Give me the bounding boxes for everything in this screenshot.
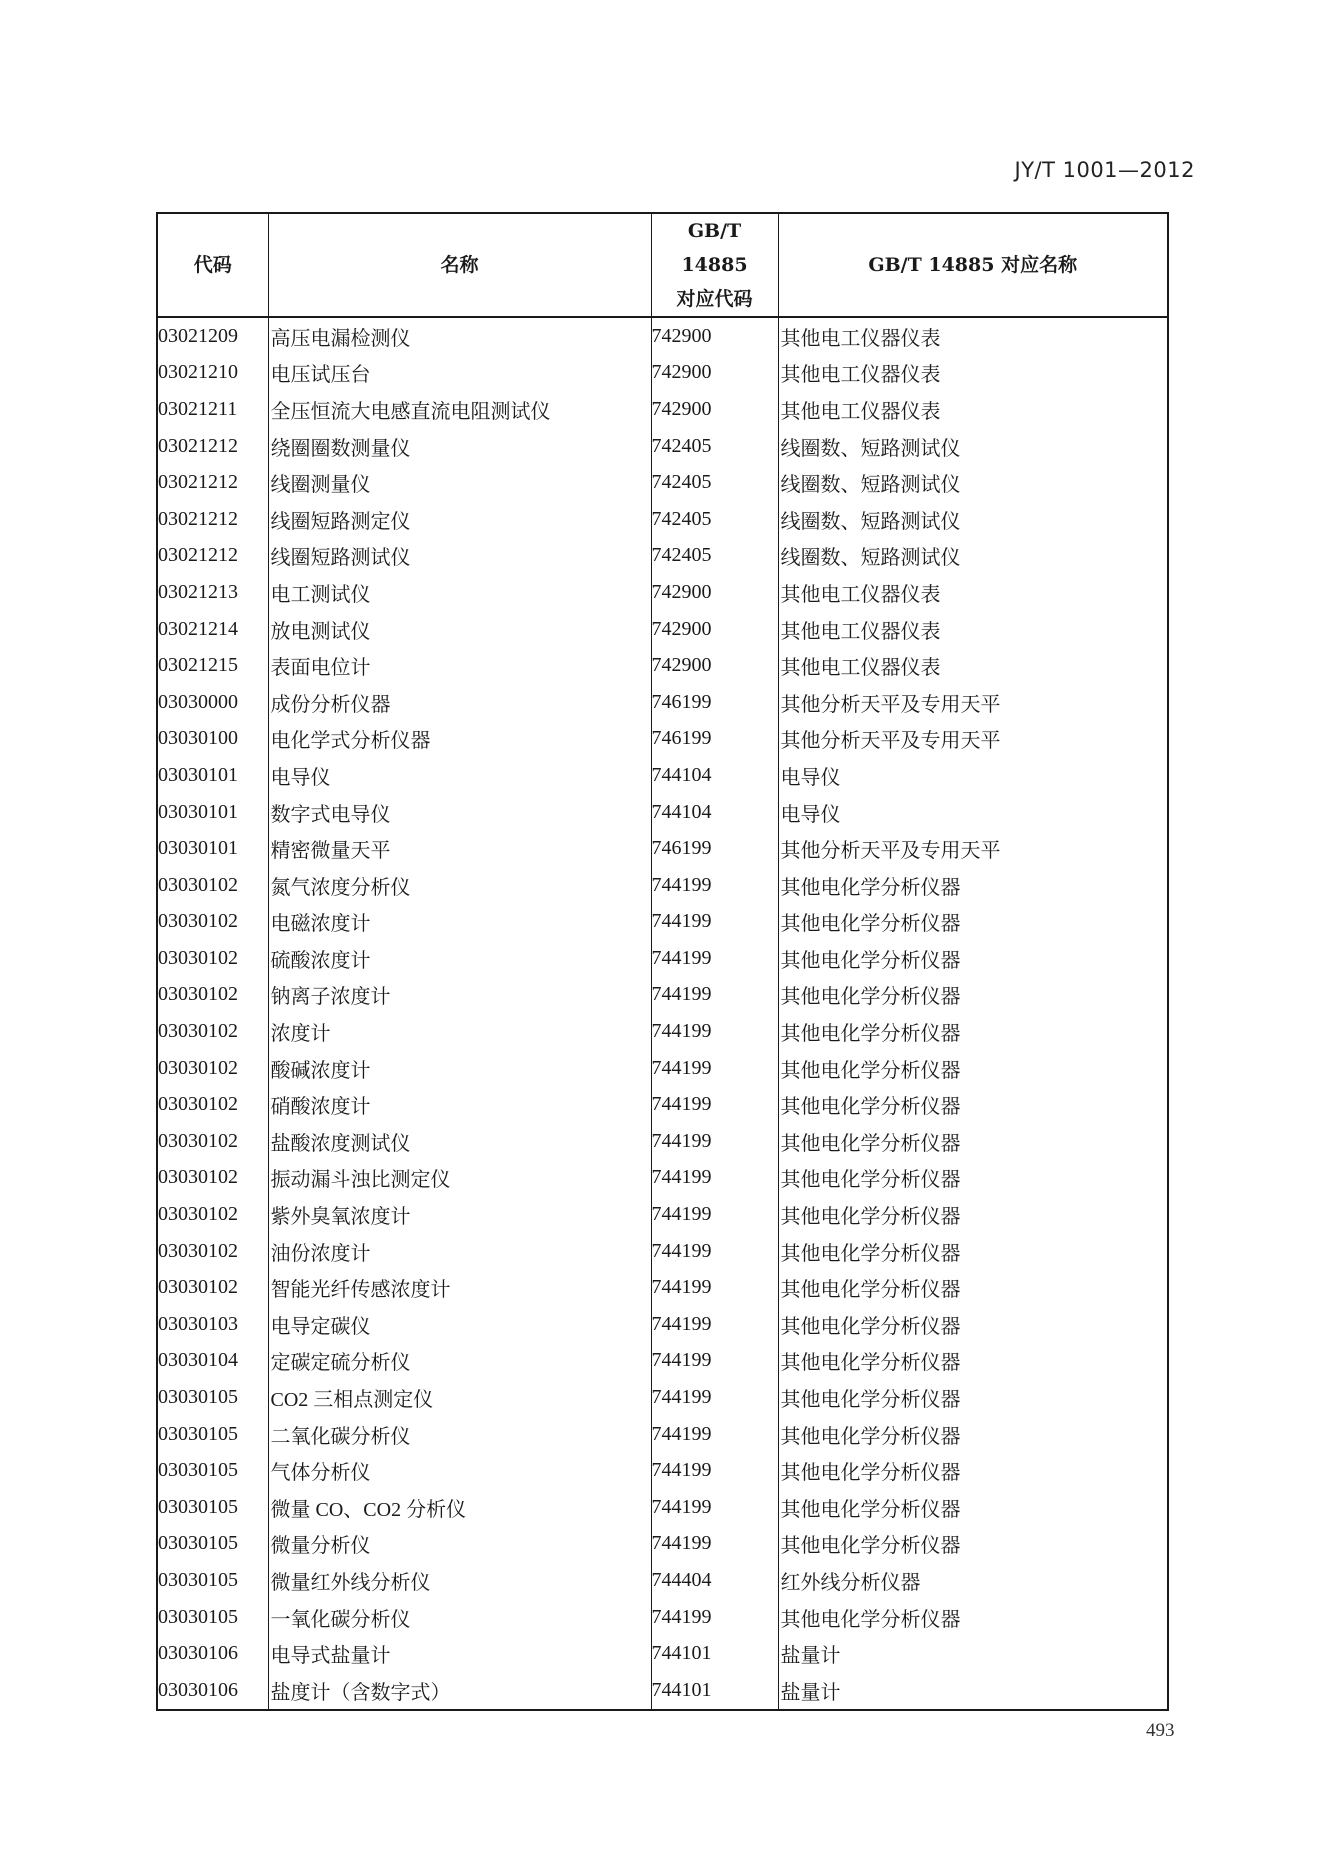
cell-gb-code: 742405 (651, 501, 778, 538)
cell-gb-name: 盐量计 (778, 1635, 1168, 1672)
cell-gb-code: 744199 (651, 1196, 778, 1233)
table-row (157, 830, 1168, 867)
cell-code: 03021212 (157, 538, 268, 575)
table-row (157, 1306, 1168, 1343)
cell-gb-code: 744101 (651, 1672, 778, 1710)
cell-gb-code: 742405 (651, 538, 778, 575)
cell-code: 03021213 (157, 574, 268, 611)
cell-gb-code: 744199 (651, 977, 778, 1014)
cell-code: 03021212 (157, 464, 268, 501)
table-row (157, 1196, 1168, 1233)
cell-code: 03021211 (157, 391, 268, 428)
cell-gb-name: 其他分析天平及专用天平 (778, 721, 1168, 758)
table-row (157, 1343, 1168, 1380)
cell-gb-name: 红外线分析仪器 (778, 1562, 1168, 1599)
cell-gb-code: 744199 (651, 1599, 778, 1636)
cell-code: 03030102 (157, 1013, 268, 1050)
cell-gb-name: 线圈数、短路测试仪 (778, 428, 1168, 465)
cell-gb-code: 744199 (651, 1343, 778, 1380)
cell-gb-name: 其他电化学分析仪器 (778, 1489, 1168, 1526)
cell-gb-name: 其他电化学分析仪器 (778, 1452, 1168, 1489)
cell-name: 酸碱浓度计 (268, 1050, 651, 1087)
cell-code: 03030105 (157, 1599, 268, 1636)
cell-code: 03030101 (157, 830, 268, 867)
cell-code: 03021210 (157, 355, 268, 392)
cell-gb-name: 其他电化学分析仪器 (778, 904, 1168, 941)
cell-gb-code: 744199 (651, 1489, 778, 1526)
cell-gb-code: 744199 (651, 1379, 778, 1416)
cell-name: 高压电漏检测仪 (268, 317, 651, 355)
cell-gb-code: 742405 (651, 464, 778, 501)
cell-gb-code: 744199 (651, 1306, 778, 1343)
cell-gb-name: 其他电化学分析仪器 (778, 1416, 1168, 1453)
standard-code-header: JY/T 1001—2012 (1014, 158, 1195, 182)
cell-name: 微量红外线分析仪 (268, 1562, 651, 1599)
cell-gb-code: 742900 (651, 355, 778, 392)
cell-gb-code: 744199 (651, 1050, 778, 1087)
table-row (157, 317, 1168, 355)
cell-name: 钠离子浓度计 (268, 977, 651, 1014)
cell-name: 二氧化碳分析仪 (268, 1416, 651, 1453)
cell-gb-name: 线圈数、短路测试仪 (778, 501, 1168, 538)
cell-code: 03030100 (157, 721, 268, 758)
cell-gb-name: 其他电化学分析仪器 (778, 940, 1168, 977)
cell-code: 03021214 (157, 611, 268, 648)
cell-name: 浓度计 (268, 1013, 651, 1050)
cell-gb-name: 线圈数、短路测试仪 (778, 538, 1168, 575)
header-gb-code-line1: GB/T 14885 (681, 220, 748, 276)
cell-gb-name: 电导仪 (778, 757, 1168, 794)
cell-gb-name: 其他电化学分析仪器 (778, 1196, 1168, 1233)
cell-name: 紫外臭氧浓度计 (268, 1196, 651, 1233)
table-body (157, 317, 1168, 1710)
cell-name: 电导仪 (268, 757, 651, 794)
cell-name: 电压试压台 (268, 355, 651, 392)
cell-code: 03030105 (157, 1379, 268, 1416)
cell-code: 03030102 (157, 1123, 268, 1160)
cell-code: 03021212 (157, 501, 268, 538)
cell-name: 电导式盐量计 (268, 1635, 651, 1672)
table-row (157, 574, 1168, 611)
cell-code: 03030102 (157, 904, 268, 941)
cell-name: 盐酸浓度测试仪 (268, 1123, 651, 1160)
table-row (157, 1086, 1168, 1123)
cell-name: 油份浓度计 (268, 1233, 651, 1270)
cell-name: 振动漏斗浊比测定仪 (268, 1160, 651, 1197)
cell-gb-name: 其他分析天平及专用天平 (778, 684, 1168, 721)
cell-code: 03030102 (157, 1269, 268, 1306)
cell-code: 03030105 (157, 1526, 268, 1563)
cell-code: 03030101 (157, 757, 268, 794)
cell-name: 线圈短路测试仪 (268, 538, 651, 575)
cell-code: 03030102 (157, 977, 268, 1014)
table-row (157, 904, 1168, 941)
cell-name: 全压恒流大电感直流电阻测试仪 (268, 391, 651, 428)
cell-name: 成份分析仪器 (268, 684, 651, 721)
cell-name: 表面电位计 (268, 647, 651, 684)
cell-gb-name: 其他电工仪器仪表 (778, 611, 1168, 648)
cell-code: 03030000 (157, 684, 268, 721)
table-row (157, 1269, 1168, 1306)
cell-name: 微量分析仪 (268, 1526, 651, 1563)
cell-gb-name: 其他电化学分析仪器 (778, 1233, 1168, 1270)
cell-code: 03030106 (157, 1672, 268, 1710)
cell-gb-code: 744104 (651, 757, 778, 794)
cell-gb-code: 744199 (651, 1086, 778, 1123)
cell-name: 氮气浓度分析仪 (268, 867, 651, 904)
cell-gb-code: 746199 (651, 721, 778, 758)
cell-name: 硝酸浓度计 (268, 1086, 651, 1123)
header-name: 名称 (268, 213, 651, 317)
cell-gb-name: 电导仪 (778, 794, 1168, 831)
cell-name: 微量 CO、CO2 分析仪 (268, 1489, 651, 1526)
cell-gb-code: 744104 (651, 794, 778, 831)
cell-gb-name: 其他电化学分析仪器 (778, 1269, 1168, 1306)
cell-gb-code: 742900 (651, 317, 778, 355)
table-row (157, 1526, 1168, 1563)
table-row (157, 428, 1168, 465)
table-row (157, 501, 1168, 538)
cell-code: 03030106 (157, 1635, 268, 1672)
cell-gb-name: 其他电化学分析仪器 (778, 977, 1168, 1014)
cell-code: 03030102 (157, 1233, 268, 1270)
cell-gb-name: 其他电工仪器仪表 (778, 317, 1168, 355)
header-code: 代码 (157, 213, 268, 317)
table-row (157, 757, 1168, 794)
code-mapping-table (156, 212, 1169, 1711)
table-row (157, 464, 1168, 501)
table-row (157, 1416, 1168, 1453)
table-row (157, 1489, 1168, 1526)
cell-gb-code: 744199 (651, 904, 778, 941)
cell-gb-code: 742900 (651, 647, 778, 684)
table-row (157, 355, 1168, 392)
table-row (157, 940, 1168, 977)
table-row (157, 538, 1168, 575)
cell-gb-name: 其他电工仪器仪表 (778, 391, 1168, 428)
cell-name: CO2 三相点测定仪 (268, 1379, 651, 1416)
cell-gb-code: 744199 (651, 1526, 778, 1563)
cell-gb-code: 742900 (651, 611, 778, 648)
cell-gb-code: 744199 (651, 1269, 778, 1306)
table-row (157, 1013, 1168, 1050)
cell-code: 03030102 (157, 1160, 268, 1197)
cell-gb-code: 742900 (651, 574, 778, 611)
cell-gb-code: 744199 (651, 1160, 778, 1197)
table-row (157, 611, 1168, 648)
cell-gb-name: 其他电工仪器仪表 (778, 574, 1168, 611)
cell-gb-name: 其他电化学分析仪器 (778, 1599, 1168, 1636)
cell-gb-code: 746199 (651, 684, 778, 721)
cell-code: 03030105 (157, 1452, 268, 1489)
cell-gb-code: 744199 (651, 1452, 778, 1489)
cell-code: 03021209 (157, 317, 268, 355)
cell-code: 03021215 (157, 647, 268, 684)
cell-gb-name: 其他电化学分析仪器 (778, 867, 1168, 904)
cell-gb-name: 其他电化学分析仪器 (778, 1306, 1168, 1343)
cell-code: 03030103 (157, 1306, 268, 1343)
table-row (157, 684, 1168, 721)
table-row (157, 1379, 1168, 1416)
table-row (157, 391, 1168, 428)
cell-name: 绕圈圈数测量仪 (268, 428, 651, 465)
cell-name: 定碳定硫分析仪 (268, 1343, 651, 1380)
table-row (157, 1233, 1168, 1270)
cell-gb-name: 其他电化学分析仪器 (778, 1050, 1168, 1087)
page-number: 493 (1146, 1720, 1175, 1741)
cell-gb-name: 其他电化学分析仪器 (778, 1086, 1168, 1123)
cell-code: 03021212 (157, 428, 268, 465)
cell-gb-name: 其他电化学分析仪器 (778, 1160, 1168, 1197)
table-row (157, 1599, 1168, 1636)
cell-gb-code: 744199 (651, 1123, 778, 1160)
cell-gb-name: 其他电化学分析仪器 (778, 1526, 1168, 1563)
cell-name: 盐度计（含数字式） (268, 1672, 651, 1710)
table-row (157, 1452, 1168, 1489)
cell-code: 03030104 (157, 1343, 268, 1380)
cell-name: 线圈测量仪 (268, 464, 651, 501)
cell-name: 放电测试仪 (268, 611, 651, 648)
cell-name: 一氧化碳分析仪 (268, 1599, 651, 1636)
cell-name: 电工测试仪 (268, 574, 651, 611)
cell-name: 电化学式分析仪器 (268, 721, 651, 758)
cell-name: 智能光纤传感浓度计 (268, 1269, 651, 1306)
cell-gb-name: 其他电化学分析仪器 (778, 1379, 1168, 1416)
header-gb-code (651, 213, 778, 317)
cell-name: 数字式电导仪 (268, 794, 651, 831)
cell-name: 气体分析仪 (268, 1452, 651, 1489)
table-header-row (157, 213, 1168, 317)
cell-gb-name: 线圈数、短路测试仪 (778, 464, 1168, 501)
cell-gb-code: 744199 (651, 1013, 778, 1050)
cell-gb-name: 其他电化学分析仪器 (778, 1343, 1168, 1380)
cell-gb-name: 其他电工仪器仪表 (778, 355, 1168, 392)
table-row (157, 1635, 1168, 1672)
header-gb-name: GB/T 14885 对应名称 (778, 213, 1168, 317)
table-row (157, 794, 1168, 831)
cell-name: 电导定碳仪 (268, 1306, 651, 1343)
header-gb-code-line2: 对应代码 (676, 288, 753, 310)
cell-gb-code: 742405 (651, 428, 778, 465)
cell-code: 03030105 (157, 1416, 268, 1453)
cell-gb-code: 742900 (651, 391, 778, 428)
table-row (157, 977, 1168, 1014)
cell-code: 03030102 (157, 1050, 268, 1087)
cell-gb-name: 其他电工仪器仪表 (778, 647, 1168, 684)
cell-gb-name: 其他电化学分析仪器 (778, 1123, 1168, 1160)
cell-code: 03030102 (157, 1086, 268, 1123)
cell-code: 03030102 (157, 940, 268, 977)
table-row (157, 867, 1168, 904)
cell-gb-code: 744199 (651, 867, 778, 904)
cell-gb-code: 744404 (651, 1562, 778, 1599)
table-row (157, 721, 1168, 758)
table-row (157, 1160, 1168, 1197)
table-row (157, 647, 1168, 684)
cell-code: 03030102 (157, 867, 268, 904)
cell-name: 电磁浓度计 (268, 904, 651, 941)
table-row (157, 1562, 1168, 1599)
cell-gb-name: 其他分析天平及专用天平 (778, 830, 1168, 867)
table-row (157, 1123, 1168, 1160)
table-row (157, 1050, 1168, 1087)
cell-gb-name: 其他电化学分析仪器 (778, 1013, 1168, 1050)
cell-name: 精密微量天平 (268, 830, 651, 867)
cell-code: 03030105 (157, 1489, 268, 1526)
cell-code: 03030102 (157, 1196, 268, 1233)
table-row (157, 1672, 1168, 1710)
cell-code: 03030101 (157, 794, 268, 831)
cell-gb-code: 746199 (651, 830, 778, 867)
cell-gb-code: 744199 (651, 940, 778, 977)
cell-gb-code: 744199 (651, 1416, 778, 1453)
cell-name: 线圈短路测定仪 (268, 501, 651, 538)
cell-gb-name: 盐量计 (778, 1672, 1168, 1710)
cell-name: 硫酸浓度计 (268, 940, 651, 977)
cell-gb-code: 744101 (651, 1635, 778, 1672)
cell-gb-code: 744199 (651, 1233, 778, 1270)
cell-code: 03030105 (157, 1562, 268, 1599)
